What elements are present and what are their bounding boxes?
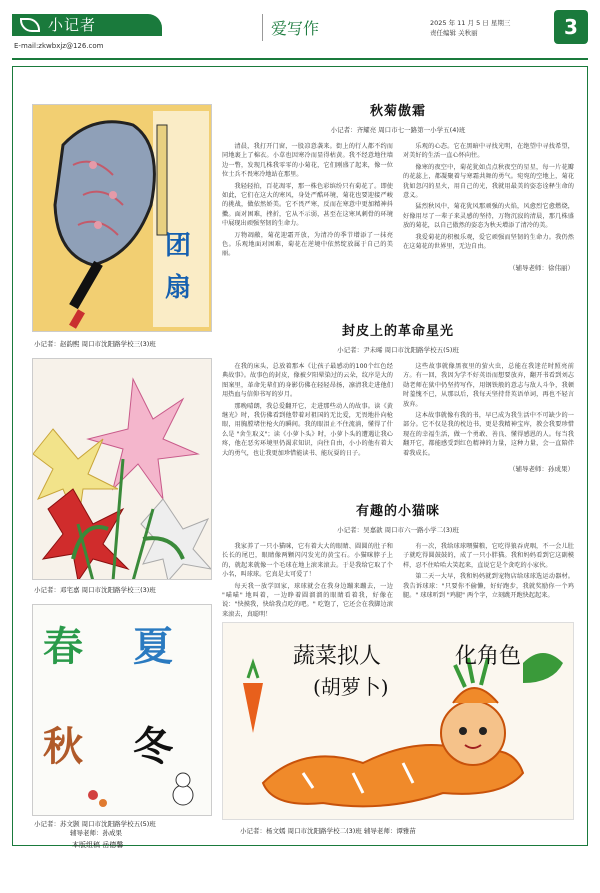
artwork-text: 团 扇 [164, 231, 191, 303]
article-byline: 小记者：吴嘉歆 周口市六一路小学二(3)班 [337, 526, 459, 534]
editor-line: 责任编辑 关秋丽 [430, 29, 478, 37]
season-spring: 春 [43, 624, 83, 670]
page-number: 3 [554, 10, 588, 44]
artwork-carrot [222, 622, 574, 820]
paragraph: 万物凋敝，菊花迎霜开放，为清冷的季节增添了一抹亮色。乐观地面对困难，菊花在逆境中依然绽放属于自己的美丽。 [222, 231, 393, 258]
section-title: 爱写作 [262, 14, 327, 41]
publication-info [430, 18, 510, 38]
artwork-lilies [32, 358, 212, 580]
brand-tab [12, 14, 162, 36]
caption-art3-instructor: 辅导老师：孙成果 [70, 829, 122, 837]
paragraph: 那晚晴朗，我总爱翻开它，走进那些动人的故事。读《黄继光》时，我仿佛看到他带着对祖国的无比爱，无畏地扑向枪眼，用胸膛堵住枪火的瞬间。我的眼泪止不住流淌，懂得了什么是 "舍生取义"；读《小萝卜头》时，小萝卜头的遭遇让我心疼，他在恶劣环境里仍渴求知识，向往自由，小小的他有着大大的勇气，也让我更加珍惜能读书、能玩耍的日子。 [222, 402, 393, 457]
paragraph: 这本故事就像有我的书，早已成为我生活中不可缺少的一部分。它不仅是我的枕边书，更是我精神宝库，教会我要珍惜现在的幸福生活，做一个勇敢、善良、懂得感恩的人。每当我翻开它，都能感受到红色精神的力量，这种力量，会一直陪伴着我成长。 [403, 412, 574, 457]
carrot-title-line1: 蔬菜拟人 [293, 644, 382, 669]
caption-art3 [34, 820, 156, 838]
header-rule [12, 58, 588, 60]
caption-big-art: 小记者：杨文嫣 周口市沈阳路学校二(3)班 辅导老师：谭雅苗 [240, 827, 416, 835]
footer-credit: 本版组稿 岳德馨 [72, 841, 124, 849]
article-title: 秋菊傲霜 [369, 104, 426, 119]
paragraph: 像寒的夜空中，菊花犹如点点秋夜空的星星，每一片花瓣的花蕊上，都凝聚着与寒霜共舞的勇气。宛宛的空地上，菊花犹如忽闪的星火，用自己的光，我就用最美的姿态诠释生命的意义。 [403, 163, 574, 200]
artwork-fan [32, 104, 212, 332]
paragraph: 清晨，我打开门窗，一股凉意袭来。街上的行人都不约而同地裹上了棉衣。小草也因寒冷而显得枯黄。我不经意地往墙边一瞥，发现几株我零零的小菊花，它们刚盛了起来，像一位位士兵不畏寒冷地站在那里。 [222, 143, 393, 179]
lily-drawing [33, 359, 212, 580]
artwork-seasons [32, 604, 212, 816]
carrot-title-line2: (胡萝卜) [313, 675, 389, 699]
article-autumn-chrysanthemum [222, 100, 574, 272]
paragraph: 每天我一放学回家，球球就会在我身边蹦来蹦去，一边 "喵喵" 地叫着，一边睁着圆溜溜的眼睛看着我，好像在说："快摸我，快给我点吃的吧。" 吃饱了，它还会在我脚边滚来滚去，真聪明！ [222, 582, 393, 618]
article-kitten [222, 500, 574, 632]
paragraph: 我爱菊花的积极乐观，爱它顽强而坚韧的生命力。我仍然在这菊花的世界里，无边自由。 [403, 233, 574, 251]
article-byline: 小记者：齐耀亮 周口市七一路第一小学五(4)班 [330, 126, 466, 134]
email: E-mail:zkwbxjz@126.com [14, 42, 104, 50]
caption-art3-author: 小记者：苏文颢 周口市沈阳路学校五(5)班 [34, 820, 156, 828]
paragraph: 猛烈秋风中，菊花犹风那顽强的火焰，风愈烈它愈燃烧，好像用尽了一辈子来灵感的坚持，万物沉寂的清晨，那几株盛放的菊花，以自己傲然的姿态为秋天增添了清冷的美。 [403, 203, 574, 230]
caption-art2: 小记者：邓宅嘉 周口市沈阳路学校三(3)班 [34, 586, 156, 594]
season-winter: 冬 [133, 724, 173, 770]
carrot-drawing [223, 623, 574, 820]
leaf-icon [20, 18, 40, 32]
article-revolution-star [222, 320, 574, 473]
season-decor [33, 605, 212, 816]
caption-art1: 小记者：赵韵熙 周口市沈阳路学校三(3)班 [34, 340, 156, 348]
article-body [222, 142, 574, 259]
article-title: 封皮上的革命星光 [341, 324, 454, 339]
article-byline: 小记者：尹未晞 周口市沈阳路学校五(5)班 [337, 346, 459, 354]
article-instructor: （辅导老师：徐伟丽） [509, 263, 574, 272]
article-body [222, 542, 574, 619]
date-line: 2025 年 11 月 5 日 星期三 [430, 19, 511, 27]
paragraph: 在我的床头，总放着那本《让孩子最感动的100个红色经典故事》。故事色的封皮，像被夕阳晕染过的云朵，纹序是大的图案里，革命先辈们的身影仿佛在轻轻昂扬，凛清我走进他们用热血与信仰书写的岁月。 [222, 363, 393, 399]
season-summer: 夏 [133, 624, 173, 670]
season-autumn: 秋 [43, 724, 83, 770]
article-instructor: （辅导老师：孙成果） [509, 465, 574, 474]
paragraph: 第二天一大早，我和妈妈就到宠物店给球球选运动器材。我告诉球球："只要你不偷懒，好好跑步，我就奖励你一个鸡腿。" 球球听到 "鸡腿" 两个字，立刻跳开跑快起起来。 [403, 573, 574, 600]
brand-name: 小记者 [48, 16, 97, 34]
paragraph: 这些故事就像黑夜里的萤火虫，总能在我迷茫时照亮前方。有一回，我因为学不好英语而想要放弃，翻开书看到刘志勋老师在狱中仍坚持写作，用钢铁般的意志与敌人斗争，我顿时羞愧不已，从那以后，我每天坚持背英语单词，再也不轻言放弃。 [403, 363, 574, 408]
paragraph: 乐观的心态。它在黑暗中寻找光明，在绝望中寻找希望，对美好的生活一直心怀向往。 [403, 143, 574, 160]
paragraph: 我轻轻拍，百花凋零，那一株色彩缤纷只有菊花了。即使如此，它们在这大的寒风，身处严酷环境，菊花也要迎接严峻的挑战，做依然娇美。它不畏严寒，反而在寒意中更加精神抖擞。面对困难，挫折，它从不示弱，甚至在这寒风刺骨的环境中展现出顽强坚韧的生命力。 [222, 182, 393, 228]
paragraph: 我家养了一只小猫咪，它有着大大的眼睛、圆圆的肚子和长长的尾巴，眼睛像两颗闪闪发光的黄宝石。小猫咪脖子上的，就起来就像一个毛球在地上滚来滚去。于是我给它取了个小名，叫球球。它真是太可爱了！ [222, 543, 393, 579]
article-title: 有趣的小猫咪 [355, 504, 440, 519]
paragraph: 有一次，我给球球喂猫粮，它吃得狼吞虎咽，不一会儿肚子就吃得圆鼓鼓的，成了一只小胖猫。我和妈妈看到它这副模样，忍不住哈哈大笑起来，直说它是个贪吃的小家伙。 [403, 543, 574, 569]
masthead [12, 14, 588, 54]
article-body [222, 362, 574, 460]
carrot-title-line3: 化角色 [455, 644, 522, 669]
